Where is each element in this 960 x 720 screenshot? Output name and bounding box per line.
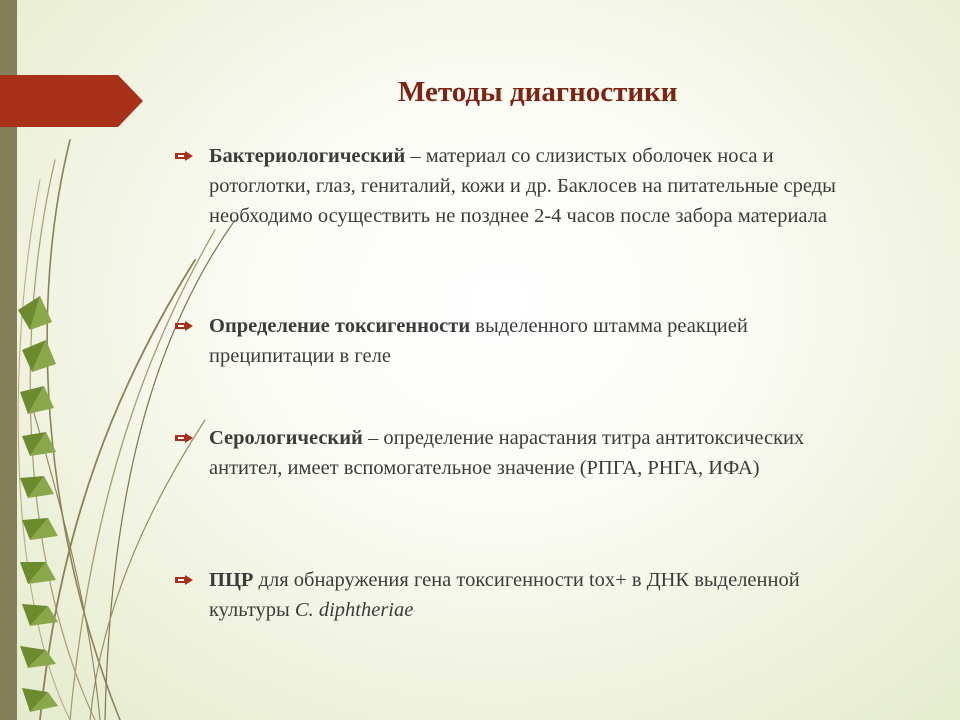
pencil-arrow-icon <box>175 432 193 444</box>
bullet-bold: ПЦР <box>209 569 254 591</box>
bullet-italic: C. diphtheriae <box>294 599 414 621</box>
bullet-item <box>175 311 865 371</box>
bullet-body: – материал со слизистых оболочек носа и ротоглотки, глаз, гениталий, кожи и др. Баклосев на питательные среды необходимо осуществить не позднее 2-4 часов после забора материала <box>209 145 836 227</box>
bullet-bold: Определение токсигенности <box>209 315 471 337</box>
pencil-arrow-icon <box>175 574 193 586</box>
bullet-bold: Серологический <box>209 427 363 449</box>
bullet-bold: Бактериологический <box>209 145 406 167</box>
bullet-text <box>209 141 865 231</box>
bullet-item <box>175 141 865 231</box>
slide-title: Методы диагностики <box>398 76 678 108</box>
bullet-body: выделенного штамма реакцией преципитации в геле <box>209 315 748 367</box>
bullet-item <box>175 565 865 625</box>
pencil-arrow-icon <box>175 150 193 162</box>
title-accent-bar <box>0 75 143 127</box>
bullet-item <box>175 423 865 483</box>
bullet-text <box>209 423 865 483</box>
bullet-body: для обнаружения гена токсигенности tox+ в ДНК выделенной культуры <box>209 569 800 621</box>
bullet-body: – определение нарастания титра антитоксических антител, имеет вспомогательное значение (РПГА, РНГА, ИФА) <box>209 427 805 479</box>
bullet-text <box>209 565 865 625</box>
bullet-text <box>209 311 865 371</box>
pencil-arrow-icon <box>175 320 193 332</box>
